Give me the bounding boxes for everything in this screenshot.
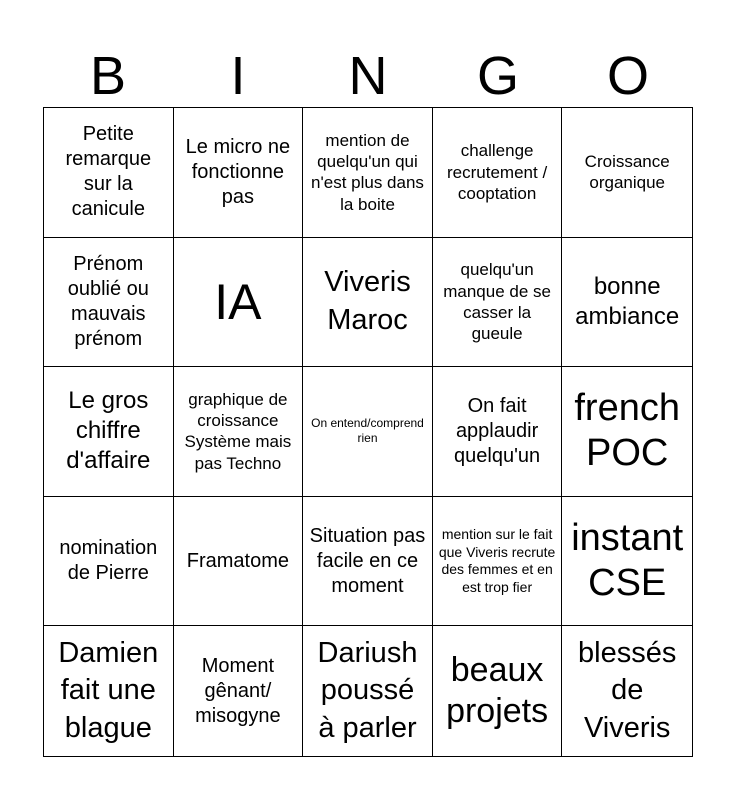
header-letter-i: I [230,46,246,106]
bingo-cell[interactable]: nomination de Pierre [44,497,174,627]
header-letter-o: O [606,46,649,106]
bingo-cell[interactable]: On entend/comprend rien [303,367,433,497]
bingo-cell[interactable]: mention de quelqu'un qui n'est plus dans la boite [303,108,433,238]
bingo-cell[interactable]: challenge recrutement / cooptation [433,108,563,238]
bingo-cell[interactable]: Situation pas facile en ce moment [303,497,433,627]
bingo-cell[interactable]: mention sur le fait que Viveris recrute des femmes et en est trop fier [433,497,563,627]
bingo-cell[interactable]: Viveris Maroc [303,238,433,368]
bingo-cell[interactable]: Le micro ne fonctionne pas [174,108,304,238]
bingo-cell[interactable]: quelqu'un manque de se casser la gueule [433,238,563,368]
bingo-cell[interactable]: blessés de Viveris [578,636,677,745]
bingo-cell[interactable]: beaux projets [433,626,563,756]
bingo-header [43,44,693,108]
header-letter-b: B [89,46,127,106]
bingo-cell[interactable]: Le gros chiffre d'affaire [44,367,174,497]
bingo-cell[interactable]: bonne ambiance [562,238,692,368]
header-letter-g: G [476,46,519,106]
bingo-cell[interactable]: Framatome [174,497,304,627]
bingo-cell[interactable]: Moment gênant/ misogyne [174,626,304,756]
bingo-cell[interactable]: On fait applaudir quelqu'un [433,367,563,497]
bingo-board [43,107,693,757]
header-letter-n: N [348,46,388,106]
bingo-cell[interactable]: Prénom oublié ou mauvais prénom [44,238,174,368]
bingo-cell[interactable]: graphique de croissance Système mais pas Techno [174,367,304,497]
bingo-cell[interactable]: instant CSE [562,497,692,627]
bingo-cell[interactable]: Petite remarque sur la canicule [44,108,174,238]
bingo-cell[interactable]: Dariush poussé à parler [303,626,433,756]
bingo-cell[interactable]: Damien fait une blague [44,626,174,756]
bingo-cell[interactable]: Croissance organique [562,108,692,238]
bingo-cell[interactable]: french POC [562,367,692,497]
bingo-cell[interactable]: IA [174,238,304,368]
